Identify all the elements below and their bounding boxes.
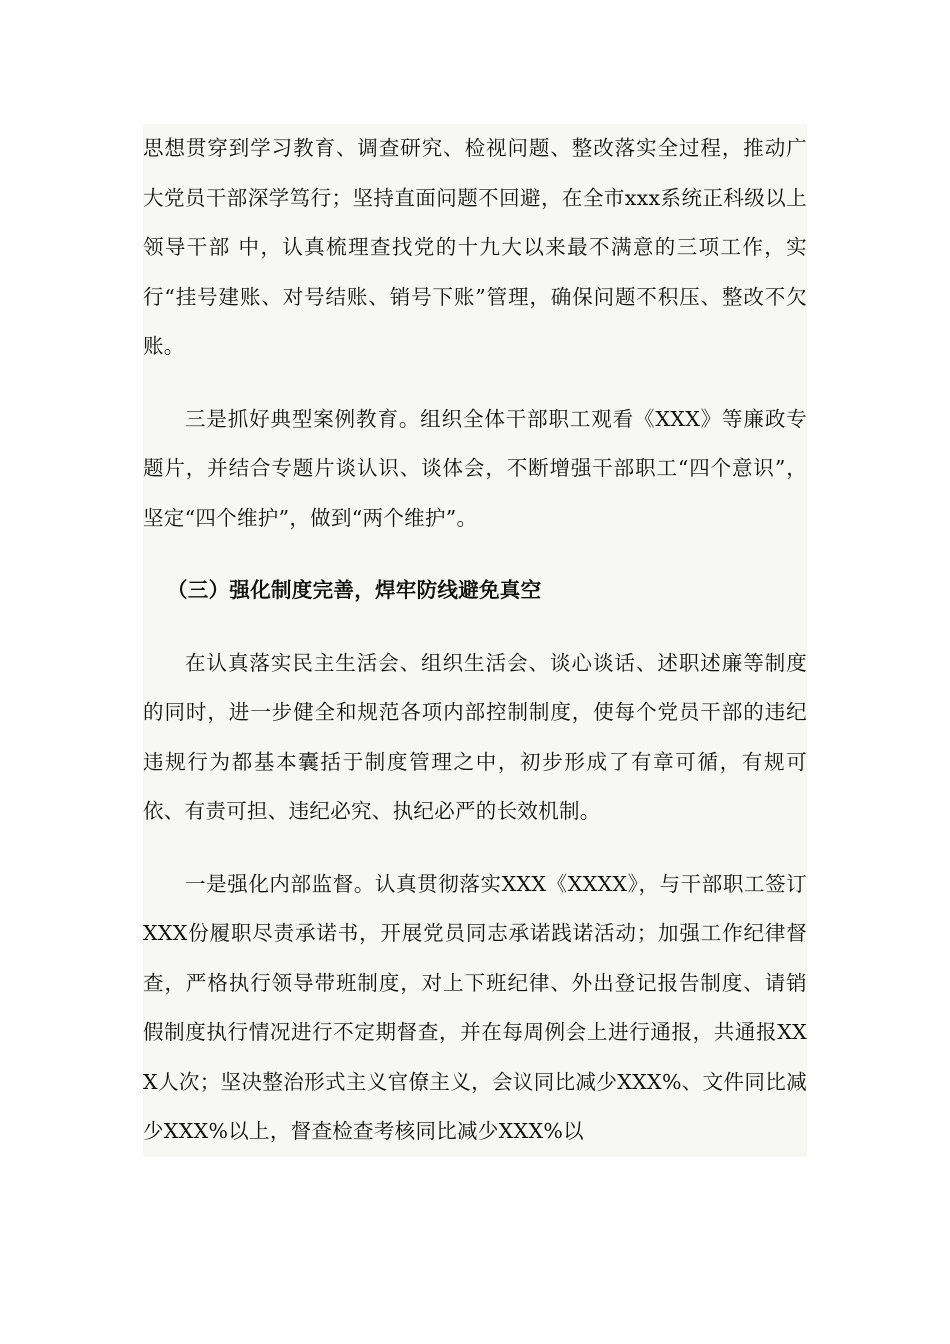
paragraph-gap [143, 372, 807, 395]
section-heading: （三）强化制度完善，焊牢防线避免真空 [167, 578, 542, 602]
paragraph-gap [143, 543, 807, 566]
paragraph-gap [143, 837, 807, 860]
paragraph-case-education: 三是抓好典型案例教育。组织全体干部职工观看《XXX》等廉政专题片，并结合专题片谈认识、谈体会，不断增强干部职工“四个意识”，坚定“四个维护”，做到“两个维护”。 [143, 406, 807, 530]
paragraph-continued: 思想贯穿到学习教育、调查研究、检视问题、整改落实全过程，推动广大党员干部深学笃行；坚持直面问题不回避，在全市xxx系统正科级以上领导干部 中，认真梳理查找党的十九大以来最不满意的三项工作，实行“挂号建账、对号结账、销号下账”管理，确保问题不积压、整改不欠账。 [143, 136, 807, 358]
paragraph-gap [143, 616, 807, 639]
document-body [143, 124, 807, 1157]
paragraph-system-improvement: 在认真落实民主生活会、组织生活会、谈心谈话、述职述廉等制度的同时，进一步健全和规范各项内部控制制度，使每个党员干部的违纪违规行为都基本囊括于制度管理之中，初步形成了有章可循，有规可依、有责可担、违纪必究、执纪必严的长效机制。 [143, 650, 807, 823]
paragraph-internal-supervision: 一是强化内部监督。认真贯彻落实XXX《XXXX》，与干部职工签订XXX份履职尽责承诺书，开展党员同志承诺践诺活动；加强工作纪律督查，严格执行领导带班制度，对上下班纪律、外出登记报告制度、请销假制度执行情况进行不定期督查，并在每周例会上进行通报，共通报XXX人次；坚决整治形式主义官僚主义，会议同比减少XXX%、文件同比减少XXX%以上，督查检查考核同比减少XXX%以 [143, 871, 807, 1143]
